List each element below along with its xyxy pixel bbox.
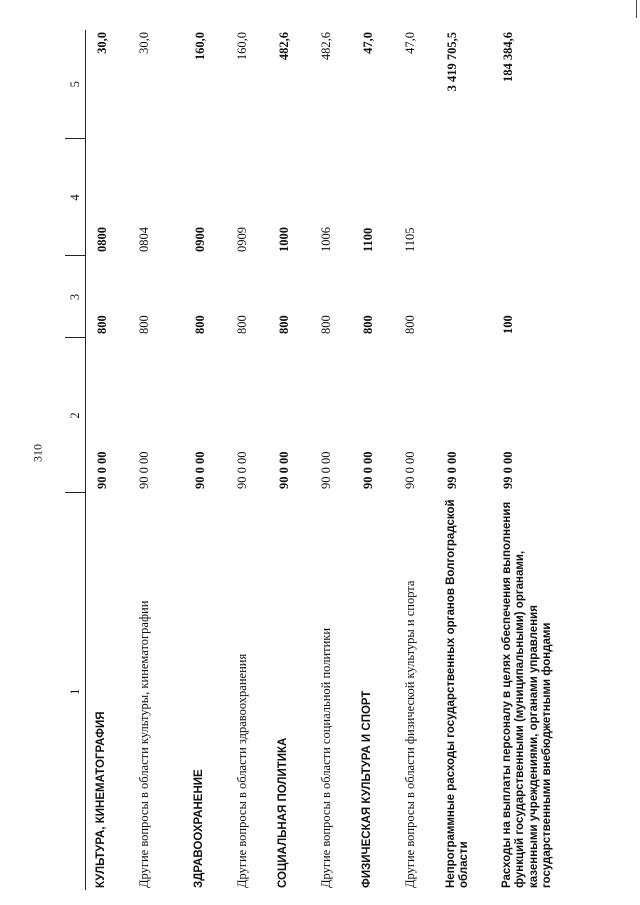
- row-amount: 47,0: [360, 32, 375, 54]
- column-header-1: 1: [65, 493, 86, 890]
- row-target-code: 90 0 00: [234, 451, 249, 489]
- row-expense-type: 100: [500, 315, 515, 334]
- row-target-code: 90 0 00: [318, 451, 333, 489]
- column-header-2: 2: [65, 338, 86, 493]
- row-amount: 160,0: [234, 32, 249, 61]
- row-name: Другие вопросы в области здравоохранения: [234, 653, 249, 888]
- row-section-code: 0804: [136, 227, 151, 252]
- row-expense-type: 800: [360, 315, 375, 334]
- row-section-code: 1105: [402, 227, 417, 252]
- row-section-code: 0909: [234, 227, 249, 252]
- row-name: Другие вопросы в области физической культуры и спорта: [402, 580, 417, 888]
- row-target-code: 90 0 00: [192, 451, 207, 489]
- column-header-5: 5: [65, 30, 86, 139]
- table-row: [226, 30, 268, 890]
- row-section-code: 1100: [360, 227, 375, 252]
- row-section-code: [436, 139, 492, 256]
- row-section-code: 0800: [95, 227, 109, 252]
- table-row: [86, 30, 128, 890]
- table-row: [268, 30, 310, 890]
- row-target-code: 90 0 00: [136, 451, 151, 489]
- row-name: ЗДРАВООХРАНЕНИЕ: [192, 769, 205, 888]
- column-header-3: 3: [65, 256, 86, 338]
- row-section-code: 0900: [192, 227, 207, 252]
- table-header-row: [65, 30, 86, 890]
- row-amount: 3 419 705,5: [444, 32, 459, 92]
- row-section-code: 1006: [318, 227, 333, 252]
- row-name: Другие вопросы в области культуры, кинематографии: [136, 600, 151, 888]
- table-row: [492, 30, 584, 890]
- row-name: СОЦИАЛЬНАЯ ПОЛИТИКА: [276, 737, 289, 888]
- row-amount: 30,0: [136, 32, 151, 54]
- table-row: [352, 30, 394, 890]
- table-row: [128, 30, 184, 890]
- row-expense-type: 800: [402, 315, 417, 334]
- row-expense-type: 800: [192, 315, 207, 334]
- scan-edge-line: [636, 0, 637, 18]
- row-name: Непрограммные расходы государственных органов Волгоградской области: [444, 499, 471, 888]
- page-number: 310: [30, 444, 45, 462]
- row-target-code: 90 0 00: [95, 451, 109, 489]
- row-section-code: [492, 139, 584, 256]
- row-amount: 482,6: [318, 32, 333, 61]
- row-name: ФИЗИЧЕСКАЯ КУЛЬТУРА И СПОРТ: [360, 690, 373, 888]
- row-amount: 47,0: [402, 32, 417, 54]
- row-amount: 184 384,6: [500, 32, 515, 82]
- row-expense-type: 800: [276, 315, 291, 334]
- row-expense-type: 800: [234, 315, 249, 334]
- column-header-4: 4: [65, 139, 86, 256]
- table-row: [394, 30, 436, 890]
- row-expense-type: 800: [136, 315, 151, 334]
- budget-table-sheet: [65, 30, 555, 890]
- row-amount: 30,0: [95, 32, 109, 54]
- table-row: [310, 30, 352, 890]
- row-target-code: 90 0 00: [276, 451, 291, 489]
- row-target-code: 99 0 00: [444, 451, 459, 489]
- row-expense-type: 800: [318, 315, 333, 334]
- row-name: Расходы на выплаты персоналу в целях обеспечения выполнения функций государственными (муниципальными) органами, казенными учреждениями, органами управления государственными внебюджетными фондами: [500, 501, 554, 888]
- row-name: КУЛЬТУРА, КИНЕМАТОГРАФИЯ: [95, 711, 107, 888]
- row-expense-type: [436, 256, 492, 338]
- row-amount: 482,6: [276, 32, 291, 61]
- row-target-code: 99 0 00: [500, 451, 515, 489]
- row-section-code: 1000: [276, 227, 291, 252]
- table-row: [184, 30, 226, 890]
- row-expense-type: 800: [95, 315, 109, 334]
- row-target-code: 90 0 00: [402, 451, 417, 489]
- row-target-code: 90 0 00: [360, 451, 375, 489]
- table-row: [436, 30, 492, 890]
- row-name: Другие вопросы в области социальной политики: [318, 627, 333, 888]
- budget-table: [65, 30, 584, 890]
- row-amount: 160,0: [192, 32, 207, 61]
